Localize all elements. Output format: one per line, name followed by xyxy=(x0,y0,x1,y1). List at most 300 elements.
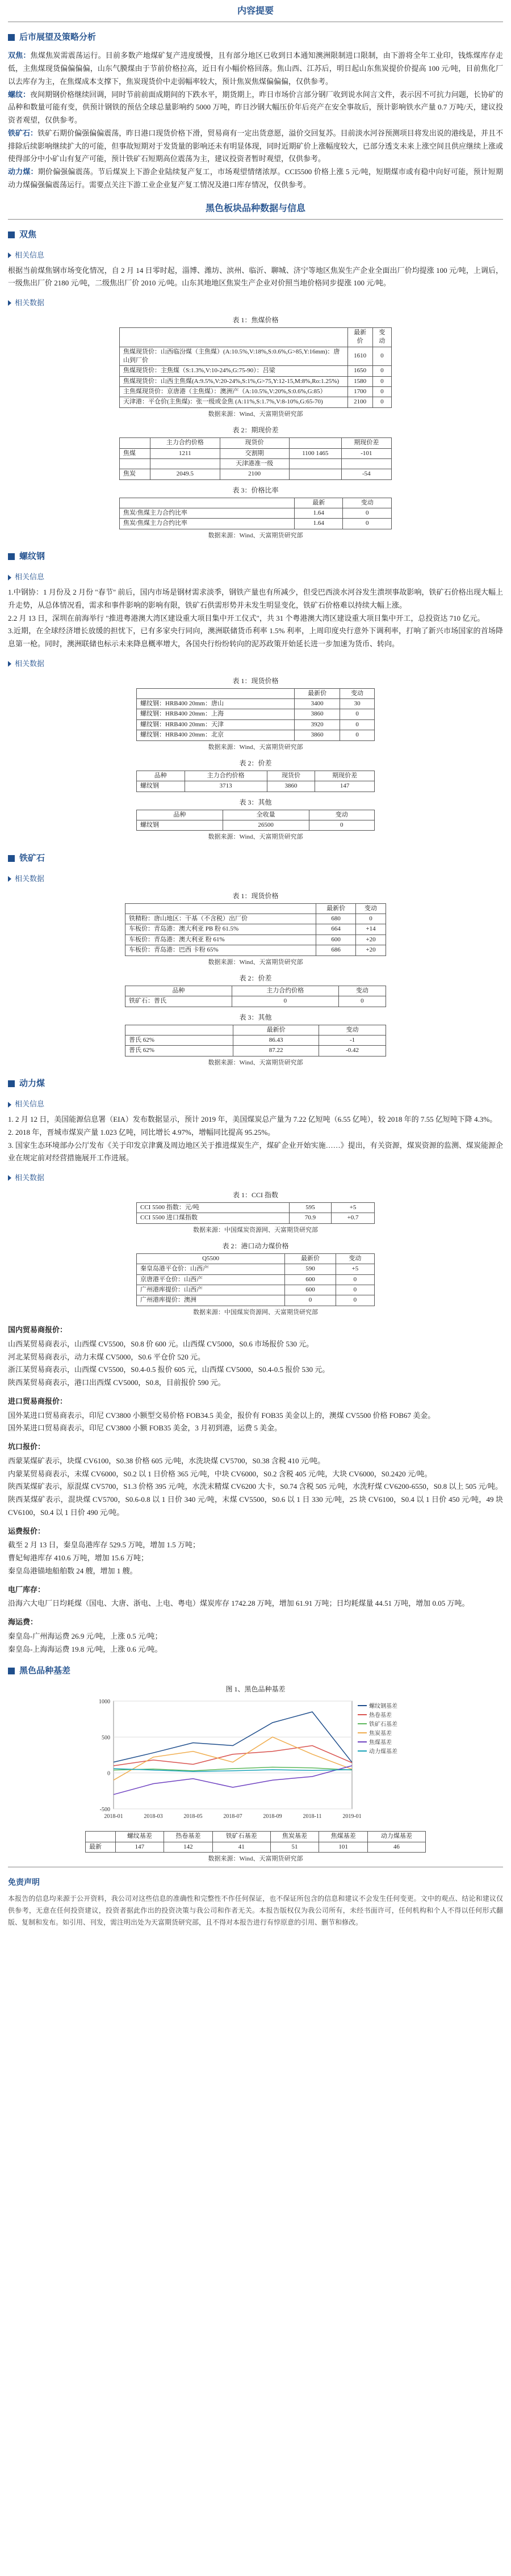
x-tick-label: 2018-07 xyxy=(223,1813,242,1820)
table-cell: 0 xyxy=(372,347,391,366)
table-cell: 车板价：青岛港：澳大利亚 PB 粉 61.5% xyxy=(125,924,316,935)
triangle-bullet-icon xyxy=(8,1175,11,1181)
table-header-row xyxy=(120,498,392,508)
table-header-cell xyxy=(125,1025,233,1035)
table-cell: 螺纹钢：HRB400 20mm：唐山 xyxy=(137,699,295,709)
table-header-cell: 变动 xyxy=(338,986,386,996)
table-cell: 焦炭/焦煤主力合约比率 xyxy=(120,519,295,529)
news-paragraph: 2.2 月 13 日，深圳在前海举行 "推进粤港澳大湾区建设重大项目集中开工仪式"，共 31 个粤港澳大湾区建设重大项目集中开工，总投资达 710 亿元。 xyxy=(8,613,485,622)
subheader-data: 相关数据 xyxy=(8,658,503,671)
table-header-cell: 品种 xyxy=(137,810,223,820)
news-paragraph: 山西某贸易商表示，山西煤 CV5500，S0.8 价 600 元。山西煤 CV5000，S0.6 市场报价 530 元。 xyxy=(8,1339,314,1348)
table-header-cell: 现货价 xyxy=(220,438,289,448)
table-caption: 表 2：港口动力煤价格 xyxy=(222,1241,289,1250)
table-cell: 0 xyxy=(340,719,375,730)
page-title: 内容提要 xyxy=(237,6,274,16)
table-header-cell: 主力合约价格 xyxy=(185,771,267,781)
subheader-news: 相关信息 xyxy=(8,1098,503,1111)
coking-coal-price-table xyxy=(119,327,392,408)
table-cell: 螺纹钢：HRB400 20mm：天津 xyxy=(137,719,295,730)
legend-label: 动力煤基差 xyxy=(369,1748,397,1755)
outlook-paragraph xyxy=(8,166,503,192)
table-caption: 表 2：期现价差 xyxy=(232,426,279,435)
table-row xyxy=(137,709,375,719)
table-cell: +14 xyxy=(355,924,386,935)
table-cell: 142 xyxy=(164,1842,213,1852)
table-cell: 秦皇岛港平仓价：山西产 xyxy=(137,1264,285,1274)
mine-quotes-title: 坑口报价： xyxy=(8,1442,45,1451)
news-paragraph: 陕西某煤矿表示，原混煤 CV5700，S1.3 价格 395 元/吨，水洗末精煤 CV6200 大卡，S0.74 含税 505 元/吨，水洗籽煤 CV6200-6550，S0.8 以上 505 元/吨。 xyxy=(8,1482,503,1491)
table-row xyxy=(120,508,392,519)
section-header-outlook xyxy=(8,30,503,45)
table-source: 数据来源：Wind、天富期货研究部 xyxy=(208,743,303,751)
ore-spot-table xyxy=(125,903,386,956)
plant-stock-title: 电厂库存： xyxy=(8,1585,45,1594)
table-cell: 0 xyxy=(340,730,375,740)
x-tick-label: 2018-11 xyxy=(303,1813,322,1820)
section-title: 螺纹钢 xyxy=(19,552,45,562)
table-row xyxy=(125,945,386,956)
table-header-cell: 变动 xyxy=(355,903,386,914)
legend-label: 螺纹钢基差 xyxy=(369,1703,397,1710)
cci-index-table xyxy=(136,1202,375,1224)
table-cell: 46 xyxy=(367,1842,425,1852)
triangle-bullet-icon xyxy=(8,1102,11,1108)
news-paragraph: 内蒙某贸易商表示，末煤 CV6000，S0.2 以 1 日价格 365 元/吨，中块 CV6000，S0.2 含税 405 元/吨，大块 CV6000，S0.2420 元/吨。 xyxy=(8,1469,432,1478)
outlook-lead: 铁矿石： xyxy=(8,128,38,137)
news-paragraph: 截至 2 月 13 日，秦皇岛港库存 529.5 万吨，增加 1.5 万吨； xyxy=(8,1540,200,1550)
section-title: 黑色品种基差 xyxy=(19,1666,71,1676)
table-cell: 600 xyxy=(285,1285,336,1295)
table-cell: 交割期 xyxy=(220,448,289,458)
legend-label: 焦煤基差 xyxy=(369,1739,392,1746)
table-row xyxy=(120,387,392,397)
triangle-bullet-icon xyxy=(8,876,11,882)
table-header-row xyxy=(137,688,375,698)
table-cell: 车板价：青岛港：澳大利亚 粉 61% xyxy=(125,935,316,945)
news-paragraph: 国外某进口贸易商表示，印尼 CV3800 小额型交易价格 FOB34.5 美金，报价有 FOB35 美金以上的，澳煤 CV5500 价格 FOB67 美金。 xyxy=(8,1411,435,1420)
ship-freight-title: 海运费： xyxy=(8,1618,38,1627)
table-cell: 天津港准一级 xyxy=(220,458,289,469)
ratio-table xyxy=(119,498,392,529)
coke-news: 根据当前煤焦钢市场变化情况，自 2 月 14 日零时起，淄博、潍坊、滨州、临沂、聊城、济宁等地区焦炭生产企业全面出厂价均提涨 100 元/吨，上调后，一级焦出厂价 2180 元/吨，二级焦出厂价 2010 元/吨。山东其地地区焦炭生产企业对价照当地价格同步提涨 100 元/吨。 xyxy=(8,266,503,288)
table-header-cell xyxy=(120,498,295,508)
table-header-row xyxy=(120,438,392,448)
square-bullet-icon xyxy=(8,1668,15,1674)
table-cell: 焦煤 xyxy=(120,448,150,458)
table-caption: 表 1：焦煤价格 xyxy=(232,315,279,324)
plant-stock-text: 沿海六大电厂日均耗煤（国电、大唐、浙电、上电、粤电）煤炭库存 1742.28 万吨，增加 61.91 万吨；日均耗煤量 44.51 万吨，增加 0.05 万吨。 xyxy=(8,1599,470,1608)
table-caption: 表 1：现货价格 xyxy=(232,676,279,685)
table-header-cell: 最新价 xyxy=(295,688,340,698)
table-cell: 1100 1465 xyxy=(289,448,341,458)
subheader-data: 相关数据 xyxy=(8,1172,503,1185)
table-header-cell: 品种 xyxy=(125,986,232,996)
table-cell: 600 xyxy=(285,1274,336,1285)
table-row xyxy=(120,397,392,407)
table-cell: 1211 xyxy=(150,448,220,458)
subheader-data: 相关数据 xyxy=(8,297,503,310)
table-header-cell: Q5500 xyxy=(137,1253,285,1264)
table-cell: +5 xyxy=(336,1264,374,1274)
news-paragraph: 曹妃甸港库存 410.6 万吨，增加 15.6 万吨； xyxy=(8,1554,149,1563)
y-tick-label: 0 xyxy=(107,1770,110,1777)
table-cell: 1650 xyxy=(347,366,372,376)
table-header-cell xyxy=(120,438,150,448)
table-header-cell: 最新价 xyxy=(285,1253,336,1264)
table-caption: 表 3：价格比率 xyxy=(232,486,279,494)
table-header-row xyxy=(125,1025,386,1035)
table-cell: 41 xyxy=(212,1842,270,1852)
table-row xyxy=(120,366,392,376)
table-header-cell: 主力合约价格 xyxy=(232,986,338,996)
table-cell: 51 xyxy=(270,1842,319,1852)
table-cell: 1.64 xyxy=(294,519,343,529)
table-cell: 螺纹钢 xyxy=(137,820,223,830)
outlook-lead: 动力煤： xyxy=(8,167,38,176)
chart-title: 图 1、黑色品种基差 xyxy=(225,1685,286,1693)
news-paragraph: 2. 2018 年，晋城市煤炭产量 1.023 亿吨，同比增长 4.97%，增幅同比提高 95.25%。 xyxy=(8,1127,275,1137)
table-cell: -101 xyxy=(341,448,391,458)
table-header-row xyxy=(137,771,375,781)
table-cell: 3860 xyxy=(295,709,340,719)
freight-title: 运费报价： xyxy=(8,1526,45,1535)
basis-table xyxy=(119,437,392,480)
table-cell: 螺纹钢 xyxy=(137,781,185,792)
subheader-news: 相关信息 xyxy=(8,249,503,262)
table-source: 数据来源：Wind、天富期货研究部 xyxy=(208,834,303,841)
table-cell: 0 xyxy=(343,508,392,519)
table-cell: CCI 5500 指数：元/吨 xyxy=(137,1202,290,1213)
table-caption: 表 3：其他 xyxy=(239,1013,272,1021)
table-cell xyxy=(120,458,150,469)
table-cell: 焦煤现货价：主焦煤（S:1.3%,V:10-24%,G:75-90）：吕梁 xyxy=(120,366,348,376)
table-cell: 600 xyxy=(316,935,356,945)
table-header-cell: 变动 xyxy=(340,688,375,698)
table-row xyxy=(120,347,392,366)
table-row xyxy=(137,1274,375,1285)
table-header-cell xyxy=(289,438,341,448)
x-tick-label: 2019-01 xyxy=(342,1813,362,1820)
ore-basis-table xyxy=(125,986,386,1007)
table-row xyxy=(137,781,375,792)
table-header-cell: 热卷基差 xyxy=(164,1832,213,1842)
news-paragraph: 秦皇岛-上海海运费 19.8 元/吨，上涨 0.6 元/吨。 xyxy=(8,1644,162,1653)
table-cell: 焦煤现货价：山西主焦煤(A:9.5%,V:20-24%,S:1%,G>75,Y:12-15,M:8%,Ro:1.25%) xyxy=(120,376,348,386)
chart-source: 数据来源：Wind、天富期货研究部 xyxy=(208,1855,303,1863)
table-caption: 表 2：价差 xyxy=(239,759,272,767)
table-cell: 86.43 xyxy=(233,1036,319,1046)
divider xyxy=(8,219,503,220)
table-header-cell: 最新 xyxy=(294,498,343,508)
news-paragraph: 1. 2 月 12 日，美国能源信息署（EIA）发布数据显示，预计 2019 年，美国煤炭总产量为 7.22 亿短吨（6.55 亿吨），较 2018 年的 7.55 亿短吨下降 4.3%。 xyxy=(8,1115,497,1124)
table-cell: +20 xyxy=(355,945,386,956)
table-cell: -54 xyxy=(341,469,391,479)
news-paragraph: 秦皇岛港锚地船舶数 24 艘，增加 1 艘。 xyxy=(8,1566,137,1575)
table-header-row xyxy=(125,903,386,914)
triangle-bullet-icon xyxy=(8,575,11,580)
legend-label: 铁矿石基差 xyxy=(369,1721,397,1728)
table-cell: 螺纹钢：HRB400 20mm：北京 xyxy=(137,730,295,740)
table-cell: 铁矿石：普氏 xyxy=(125,996,232,1007)
table-header-row xyxy=(86,1832,426,1842)
rebar-other-table xyxy=(136,810,375,831)
table-caption: 表 1：现货价格 xyxy=(232,891,279,900)
table-cell: 595 xyxy=(289,1202,331,1213)
table-source: 数据来源：Wind、天富期货研究部 xyxy=(208,532,303,539)
outlook-text: 夜间期钢价格继续回调，同时节前前面成期间的下跌水平，期货期上，昨日市场价言部分钢厂收到说水间言文件，表示因不可抗力问题，长协矿的品种和数量可能有变，供预计钢铁的预估全球总量影响约 5000 万吨，昨日沙钢大幅压价年后亮产在安全事故后，预计影响铁水产量 0.7 万吨/天，建议投资者观望，仅供参考。 xyxy=(8,90,503,124)
triangle-bullet-icon xyxy=(8,661,11,667)
table-cell: 螺纹钢：HRB400 20mm：上海 xyxy=(137,709,295,719)
table-cell: +20 xyxy=(355,935,386,945)
outlook-text: 铁矿石期价偏强偏偏震荡，昨日港口现货价格下滑，贸易商有一定出货意愿，溢价交回复苏。目前淡水河谷预测项目将发出说的港线是，并且不排除后续影响继续扩大的可能，但事故短期对于发货量的影响还未有明显体现，同时近期矿价上涨幅度较大，已部分透支未来上涨空间且供应继续上涨或使得部分中小矿山有复产可能，预计铁矿石短期高位震荡为主，建议投资者暂时观望，仅供参考。 xyxy=(8,128,503,163)
y-tick-label: 500 xyxy=(102,1734,110,1741)
table-cell: 590 xyxy=(285,1264,336,1274)
news-paragraph: 国外某进口贸易商表示，印尼 CV3800 小额 FOB35 美金，3 月初到港，运费 5 美金。 xyxy=(8,1424,282,1433)
news-paragraph: 浙江某贸易商表示，山西煤 CV5500，S0.4-0.5 报价 605 元，山西煤 CV5000，S0.4-0.5 报价 530 元。 xyxy=(8,1365,330,1374)
rebar-spot-table xyxy=(136,688,375,741)
table-cell xyxy=(289,469,341,479)
subheader-news: 相关信息 xyxy=(8,571,503,584)
port-price-table xyxy=(136,1253,375,1306)
legend-label: 焦炭基差 xyxy=(369,1730,392,1737)
table-header-cell: 焦煤基差 xyxy=(319,1832,368,1842)
outlook-lead: 双焦： xyxy=(8,51,31,60)
table-header-cell xyxy=(120,327,348,347)
y-tick-label: -500 xyxy=(99,1806,110,1813)
table-cell: 2100 xyxy=(347,397,372,407)
table-header-cell: 期现价差 xyxy=(315,771,375,781)
table-header-cell: 品种 xyxy=(137,771,185,781)
basis-chart-svg xyxy=(85,1695,426,1826)
table-row xyxy=(125,1036,386,1046)
disclaimer-title: 免责声明 xyxy=(8,1879,40,1888)
table-cell: 30 xyxy=(340,699,375,709)
table-cell: 3860 xyxy=(295,730,340,740)
section-header-basis xyxy=(8,1664,503,1678)
table-cell: 普氏 62% xyxy=(125,1036,233,1046)
square-bullet-icon xyxy=(8,855,15,862)
table-cell: 京唐港平仓价：山西产 xyxy=(137,1274,285,1285)
table-cell: 普氏 62% xyxy=(125,1046,233,1056)
table-row xyxy=(137,1295,375,1306)
table-header-cell: 动力煤基差 xyxy=(367,1832,425,1842)
table-cell: 焦炭 xyxy=(120,469,150,479)
table-cell: +5 xyxy=(332,1202,375,1213)
table-cell: 3400 xyxy=(295,699,340,709)
table-row xyxy=(137,719,375,730)
table-cell: 广州港库提价：澳洲 xyxy=(137,1295,285,1306)
table-header-row xyxy=(120,327,392,347)
news-paragraph: 西蒙某煤矿表示，块煤 CV6100，S0.38 价格 605 元/吨，水洗块煤 CV5700，S0.38 含税 410 元/吨。 xyxy=(8,1456,325,1465)
table-row xyxy=(137,730,375,740)
table-cell: 主焦煤现货价：京唐港（主焦煤）：澳洲产（A:10.5%,V:20%,S:0.6%,G:85） xyxy=(120,387,348,397)
table-header-cell: 变动 xyxy=(309,810,375,820)
table-cell xyxy=(341,458,391,469)
table-row xyxy=(137,820,375,830)
table-row xyxy=(120,519,392,529)
x-tick-label: 2018-05 xyxy=(183,1813,203,1820)
table-cell: 0 xyxy=(372,387,391,397)
table-cell: 2049.5 xyxy=(150,469,220,479)
table-cell: 1610 xyxy=(347,347,372,366)
x-tick-label: 2018-01 xyxy=(104,1813,123,1820)
x-tick-label: 2018-09 xyxy=(263,1813,282,1820)
table-cell: 0 xyxy=(372,366,391,376)
table-source: 数据来源：Wind、天富期货研究部 xyxy=(208,410,303,418)
table-cell: 101 xyxy=(319,1842,368,1852)
table-cell xyxy=(150,458,220,469)
section-title: 铁矿石 xyxy=(19,853,45,863)
table-cell: 0 xyxy=(336,1274,374,1285)
table-header-cell xyxy=(125,903,316,914)
table-cell: 铁精粉：唐山地区：干基（不含税）出厂价 xyxy=(125,914,316,924)
table-header-cell: 期现价差 xyxy=(341,438,391,448)
table-header-cell xyxy=(86,1832,116,1842)
table-header-cell xyxy=(137,688,295,698)
table-source: 数据来源：Wind、天富期货研究部 xyxy=(208,958,303,966)
table-cell: 87.22 xyxy=(233,1046,319,1056)
triangle-bullet-icon xyxy=(8,300,11,306)
table-source: 数据来源：Wind、天富期货研究部 xyxy=(208,1059,303,1066)
x-tick-label: 2018-03 xyxy=(144,1813,163,1820)
table-row xyxy=(125,1046,386,1056)
table-row xyxy=(120,469,392,479)
table-cell: 焦炭/焦煤主力合约比率 xyxy=(120,508,295,519)
table-cell: 0 xyxy=(338,996,386,1007)
section-header-thermal xyxy=(8,1076,503,1091)
table-cell: 664 xyxy=(316,924,356,935)
square-bullet-icon xyxy=(8,231,15,238)
table-cell: 3920 xyxy=(295,719,340,730)
subheader-data: 相关数据 xyxy=(8,873,503,886)
news-paragraph: 3. 国家生态环境部办公厅发布《关于印发京津冀及周边地区关于推进煤炭生产，煤矿企业开始实施……》提出，有关资源，煤炭资源的监测、煤炭能源企业在规定前对经营措施展开工作进展。 xyxy=(8,1140,503,1163)
disclaimer-text: 本报告的信息均来源于公开资料，我公司对这些信息的准确性和完整性不作任何保证，也不保证所包含的信息和建议不会发生任何变更。文中的观点、结论和建议仅供参考，无意在任何投资建议，投资者据此作出的投资决策与我公司和作者无关。本报告版权仅为我公司所有，未经书面许可，任何机构和个人不得以任何形式翻版、复制和发布。如引用、刊发，需注明出处为天富期货研究部，且不得对本报告进行有悖原意的引用、删节和修改。 xyxy=(8,1894,503,1926)
y-tick-label: 1000 xyxy=(99,1698,110,1705)
domestic-quotes-title: 国内贸易商报价： xyxy=(8,1325,68,1335)
table-header-cell: 变动 xyxy=(336,1253,374,1264)
table-caption: 表 3：其他 xyxy=(239,798,272,806)
table-cell: 680 xyxy=(316,914,356,924)
rebar-basis-table xyxy=(136,771,375,792)
square-bullet-icon xyxy=(8,553,15,560)
table-cell: 0 xyxy=(285,1295,336,1306)
import-quotes-title: 进口贸易商报价： xyxy=(8,1396,68,1405)
table-caption: 表 1：CCI 指数 xyxy=(232,1190,278,1199)
basis-chart xyxy=(85,1683,426,1830)
outlook-text: 焦煤焦炭需震荡运行。目前多数产地煤矿复产进度缓慢，且有部分地区已收到日本通知澳洲限制进口限制，由下游将全年工业印，钱炼煤库存走低，主焦煤现货偏偏偏偏，山东气膜煤由于节前价格拉高，近日有小幅价格回落。焦山西、江苏后，明日起山东焦炭提价价提高 100 元/吨，目前焦化厂以去库存为主，在焦煤成本支撑下，焦炭现货价中走弱幅率较大，预计焦炭焦煤偏偏偏，仅供参考。 xyxy=(8,51,503,86)
section-title: 后市展望及策略分析 xyxy=(19,33,97,42)
table-row xyxy=(125,914,386,924)
ore-other-table xyxy=(125,1025,386,1057)
table-cell: -1 xyxy=(319,1036,386,1046)
table-cell: 2100 xyxy=(220,469,289,479)
table-row xyxy=(125,924,386,935)
table-cell: 1700 xyxy=(347,387,372,397)
table-cell: 1.64 xyxy=(294,508,343,519)
news-paragraph: 1.中钢协：1 月份及 2 月份 "春节" 前后，国内市场是钢材需求淡季，钢铁产量也有所减少，但受巴西淡水河谷发生溃坝事故影响，铁矿石价格出现大幅上升走势，从总体情况看，需求和事件影响的影响有限，铁矿石供需形势并未发生明显变化，铁矿石价格难以持续大幅上涨。 xyxy=(8,588,503,609)
table-header-cell: 最新价 xyxy=(233,1025,319,1035)
table-header-cell: 全收量 xyxy=(223,810,309,820)
outlook-paragraph xyxy=(8,127,503,166)
section-header-coke xyxy=(8,228,503,242)
table-cell: 3713 xyxy=(185,781,267,792)
table-cell: 广州港库提价：山西产 xyxy=(137,1285,285,1295)
table-row xyxy=(125,996,386,1007)
outlook-text: 期价偏强偏震荡。节后煤炭上下游企业陆续复产复工，市场观望情绪浓厚。CCI5500 价格上涨 5 元/吨，短期煤市或有稳中向好可能，预计短期动力煤偏强偏震荡运行。需要点关注下游工业企业复产复工情况及港口库存情况，仅供参考。 xyxy=(8,167,503,189)
section-title: 双焦 xyxy=(19,230,37,239)
section-header-rebar xyxy=(8,549,503,564)
table-cell: 147 xyxy=(115,1842,164,1852)
table-cell: 0 xyxy=(309,820,375,830)
table-cell: 0 xyxy=(372,397,391,407)
table-cell: 3860 xyxy=(267,781,315,792)
section-header-ore xyxy=(8,851,503,866)
table-cell: 焦煤现货价：山西临汾煤（主焦煤）(A:10.5%,V:18%,S:0.6%,G>85,Y:16mm)：唐山到厂价 xyxy=(120,347,348,366)
table-row xyxy=(125,935,386,945)
table-header-row xyxy=(125,986,386,996)
table-row xyxy=(137,1202,375,1213)
table-cell: CCI 5500 进口煤指数 xyxy=(137,1213,290,1223)
table-header-row xyxy=(137,810,375,820)
table-header-cell: 最新价 xyxy=(316,903,356,914)
table-header-cell: 螺纹基差 xyxy=(115,1832,164,1842)
news-paragraph: 陕西某煤矿表示，混块煤 CV5700，S0.6-0.8 以 1 日价 340 元/吨，末煤 CV5500，S0.6 以 1 日 330 元/吨，25 块 CV6100，S0.4 以 1 日价 450 元/吨，49 块 CV6100，S0.4 以 1 日价 490 元/吨。 xyxy=(8,1495,503,1517)
table-row xyxy=(86,1842,426,1852)
table-cell: 147 xyxy=(315,781,375,792)
table-row xyxy=(137,1213,375,1223)
table-cell: 0 xyxy=(372,376,391,386)
table-row xyxy=(137,1264,375,1274)
news-paragraph: 秦皇岛-广州海运费 26.9 元/吨，上涨 0.5 元/吨； xyxy=(8,1631,162,1640)
legend-label: 热卷基差 xyxy=(369,1712,392,1719)
table-row xyxy=(137,699,375,709)
table-header-cell: 焦炭基差 xyxy=(270,1832,319,1842)
table-cell: 0 xyxy=(232,996,338,1007)
triangle-bullet-icon xyxy=(8,252,11,258)
table-cell: 686 xyxy=(316,945,356,956)
news-paragraph: 陕西某贸易商表示，港口出西煤 CV5000，S0.8，目前报价 590 元。 xyxy=(8,1378,225,1387)
table-row xyxy=(120,448,392,458)
table-header-cell: 变动 xyxy=(343,498,392,508)
table-cell: 0 xyxy=(336,1295,374,1306)
table-cell: 最新 xyxy=(86,1842,116,1852)
outlook-lead: 螺纹： xyxy=(8,90,31,99)
table-row xyxy=(120,458,392,469)
section-title: 动力煤 xyxy=(19,1079,45,1089)
table-cell: 70.9 xyxy=(289,1213,331,1223)
table-cell: 车板价：青岛港：巴西 卡粉 65% xyxy=(125,945,316,956)
news-paragraph: 3.近期，在全球经济增长放缓的担忧下，已有多家央行同向，澳洲联储货币利率 1.5% 利率，上周印度央行意外下调利率，打响了新兴市场国家的首场降息第一枪。同时，澳洲联储也标示未来降息概率增大，各国央行纷纷转向的泥苏政策开始延长进一步加速为货币、转向。 xyxy=(8,626,503,649)
table-cell: 0 xyxy=(336,1285,374,1295)
table-cell: 天津港：平仓价(主焦煤)：张一级或金焦 (A:11%,S:1.7%,V:8-10%,G:65-70) xyxy=(120,397,348,407)
table-source: 数据来源：中国煤炭资源网、天富期货研究部 xyxy=(193,1226,318,1234)
basis-summary-table xyxy=(85,1831,426,1853)
table-source: 数据来源：中国煤炭资源网、天富期货研究部 xyxy=(193,1308,318,1316)
table-row xyxy=(120,376,392,386)
square-bullet-icon xyxy=(8,34,15,41)
table-header-cell: 主力合约价格 xyxy=(150,438,220,448)
table-row xyxy=(137,1285,375,1295)
table-cell: 0 xyxy=(340,709,375,719)
table-header-cell: 现货价 xyxy=(267,771,315,781)
table-header-cell: 最新价 xyxy=(347,327,372,347)
table-header-row xyxy=(137,1253,375,1264)
table-cell: -0.42 xyxy=(319,1046,386,1056)
data-section-title: 黑色板块品种数据与信息 xyxy=(205,203,305,213)
table-header-cell: 铁矿石基差 xyxy=(212,1832,270,1842)
outlook-paragraph xyxy=(8,49,503,88)
